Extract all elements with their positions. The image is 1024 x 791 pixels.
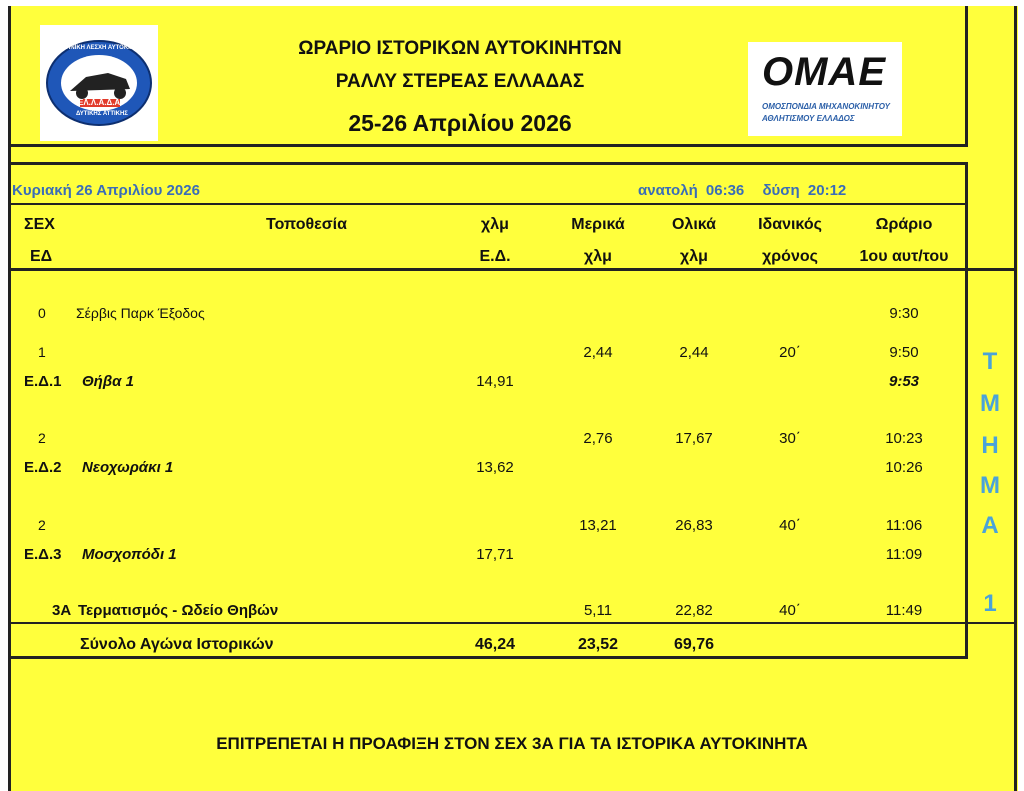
sunset-time: 20:12 — [807, 182, 847, 199]
row-location: Μοσχοπόδι 1 — [82, 546, 177, 563]
row-total: 17,67 — [675, 430, 713, 447]
sunset-label: δύση — [762, 182, 800, 199]
row-code: 2 — [38, 517, 46, 533]
col-partial-l2: χλμ — [584, 248, 612, 265]
ellada-logo-abbrev: ΕΛ.Λ.Α.Δ.Α. — [78, 98, 123, 107]
ellada-logo-graphic — [40, 25, 158, 141]
sunrise-time: 06:36 — [705, 182, 745, 199]
omae-logo-sub2: ΑΘΛΗΤΙΣΜΟΥ ΕΛΛΑΔΟΣ — [762, 114, 855, 123]
row-ideal: 30΄ — [779, 430, 801, 447]
table-right-line — [965, 162, 968, 658]
sunrise-label: ανατολή — [638, 182, 698, 199]
row-code: 3Α — [52, 602, 72, 619]
row-partial: 2,76 — [583, 430, 613, 447]
row-location: Νεοχωράκι 1 — [82, 459, 174, 476]
totals-bottom-line — [8, 656, 968, 659]
omae-logo-sub1: ΟΜΟΣΠΟΝΔΙΑ ΜΗΧΑΝΟΚΙΝΗΤΟΥ — [762, 102, 890, 111]
section-letter: Τ — [982, 348, 998, 375]
row-ideal: 40΄ — [779, 602, 801, 619]
row-ss-km: 17,71 — [476, 546, 514, 563]
row-partial: 5,11 — [583, 602, 613, 619]
row-time: 9:53 — [888, 373, 920, 390]
row-code: 0 — [38, 305, 46, 321]
col-ss-km-l1: χλμ — [481, 216, 509, 233]
page-title-line1: ΩΡΑΡΙΟ ΙΣΤΟΡΙΚΩΝ ΑΥΤΟΚΙΝΗΤΩΝ — [298, 38, 622, 59]
col-checkpoint-l2: ΕΔ — [30, 248, 53, 265]
row-time: 9:30 — [889, 305, 919, 322]
col-total-l1: Ολικά — [671, 216, 716, 233]
row-total: 26,83 — [675, 517, 713, 534]
row-code: Ε.Δ.2 — [24, 459, 62, 476]
ellada-logo-text: ΕΛΛΗΝΙΚΗ ΛΕΣΧΗ ΑΥΤΟΚΙΝΗΤΟΥ — [54, 45, 151, 51]
totals-partial: 23,52 — [577, 636, 619, 653]
totals-total: 69,76 — [673, 636, 715, 653]
omae-logo — [748, 42, 902, 136]
table-top-line — [8, 162, 968, 165]
page-title-line2: ΡΑΛΛΥ ΣΤΕΡΕΑΣ ΕΛΛΑΔΑΣ — [335, 71, 585, 92]
row-total: 2,44 — [679, 344, 709, 361]
event-dates: 25-26 Απριλίου 2026 — [348, 110, 572, 136]
frame-left-line — [8, 6, 11, 791]
col-ss-km-l2: Ε.Δ. — [479, 248, 511, 265]
row-partial: 13,21 — [579, 517, 617, 534]
row-ideal: 20΄ — [779, 344, 801, 361]
ellada-logo — [40, 25, 158, 141]
day-label: Κυριακή 26 Απριλίου 2026 — [12, 182, 200, 199]
col-time-l2: 1ου αυτ/του — [859, 248, 949, 265]
row-code: 2 — [38, 430, 46, 446]
row-code: 1 — [38, 344, 46, 360]
totals-top-line — [8, 622, 1017, 624]
row-ss-km: 14,91 — [476, 373, 514, 390]
frame-outer-right-line — [1014, 6, 1017, 791]
col-location: Τοποθεσία — [266, 216, 347, 233]
col-partial-l1: Μερικά — [571, 216, 625, 233]
row-time: 11:06 — [885, 517, 923, 534]
row-time: 10:23 — [885, 430, 923, 447]
row-time: 9:50 — [889, 344, 919, 361]
header-bottom-line — [8, 144, 968, 147]
row-time: 11:09 — [885, 546, 923, 563]
col-checkpoint-l1: ΣΕΧ — [24, 216, 55, 233]
col-ideal-l1: Ιδανικός — [758, 216, 822, 233]
row-total: 22,82 — [675, 602, 713, 619]
sun-times — [638, 182, 846, 199]
row-time: 10:26 — [885, 459, 923, 476]
footer-note: ΕΠΙΤΡΕΠΕΤΑΙ Η ΠΡΟΑΦΙΞΗ ΣΤΟΝ ΣΕΧ 3Α ΓΙΑ ΤΑ ΙΣΤΟΡΙΚΑ ΑΥΤΟΚΙΝΗΤΑ — [216, 734, 808, 753]
col-time-l1: Ωράριο — [875, 216, 933, 233]
section-letter: Α — [981, 512, 999, 539]
frame-header-right-line — [965, 6, 968, 146]
row-ideal: 40΄ — [779, 517, 801, 534]
section-letter: Μ — [980, 390, 1000, 417]
section-letter: Η — [981, 432, 999, 459]
row-location: Τερματισμός - Ωδείο Θηβών — [78, 602, 279, 619]
row-ss-km: 13,62 — [476, 459, 514, 476]
ellada-logo-sub: ΔΥΤΙΚΗΣ ΑΤΤΙΚΗΣ — [76, 111, 128, 117]
row-time: 11:49 — [885, 602, 923, 619]
totals-label: Σύνολο Αγώνα Ιστορικών — [80, 636, 274, 653]
omae-logo-name: ΟΜΑΕ — [762, 50, 886, 94]
row-code: Ε.Δ.3 — [24, 546, 62, 563]
col-ideal-l2: χρόνος — [762, 248, 818, 265]
row-location: Θήβα 1 — [82, 373, 134, 390]
column-header-bottom-line — [8, 268, 1017, 271]
row-code: Ε.Δ.1 — [24, 373, 62, 390]
totals-ss-km: 46,24 — [474, 636, 516, 653]
row-location: Σέρβις Παρκ Έξοδος — [76, 305, 205, 321]
dayinfo-bottom-line — [8, 203, 968, 205]
col-total-l2: χλμ — [680, 248, 708, 265]
section-letter: Μ — [980, 472, 1000, 499]
row-partial: 2,44 — [583, 344, 613, 361]
section-number: 1 — [983, 590, 997, 617]
